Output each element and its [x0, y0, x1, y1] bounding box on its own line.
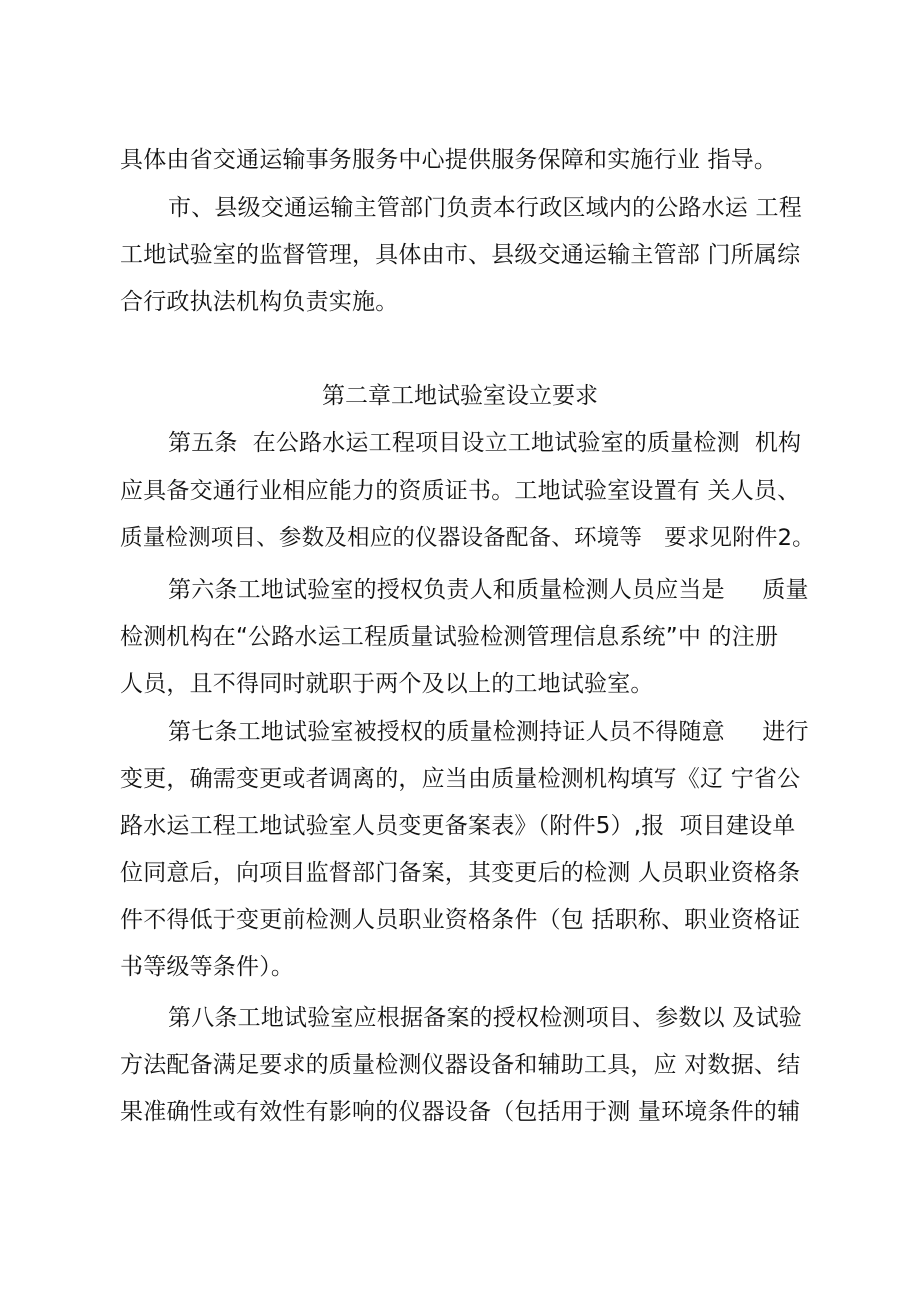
- article-7-line: 路水运工程工地试验室人员变更备案表》（附件5）,报 项目建设单: [120, 813, 796, 839]
- article-8-line: 第八条工地试验室应根据备案的授权检测项目、参数以 及试验: [168, 1005, 802, 1031]
- article-5-line: 第五条 在公路水运工程项目设立工地试验室的质量检测 机构: [168, 430, 802, 456]
- article-5-line: 质量检测项目、参数及相应的仪器设备配备、环境等 要求见附件2。: [120, 525, 815, 551]
- article-5-line: 应具备交通行业相应能力的资质证书。工地试验室设置有 关人员、: [120, 478, 801, 504]
- paragraph-line: 工地试验室的监督管理，具体由市、县级交通运输主管部 门所属综: [120, 242, 801, 268]
- article-6-line: 人员，且不得同时就职于两个及以上的工地试验室。: [120, 671, 654, 697]
- article-7-line: 书等级等条件）。: [120, 954, 295, 980]
- article-8-line: 方法配备满足要求的质量检测仪器设备和辅助工具，应 对数据、结: [120, 1052, 801, 1078]
- paragraph-line: 具体由省交通运输事务服务中心提供服务保障和实施行业 指导。: [120, 147, 778, 173]
- paragraph-line: 合行政执法机构负责实施。: [120, 289, 399, 315]
- article-6-line: 检测机构在“公路水运工程质量试验检测管理信息系统”中 的注册: [120, 624, 779, 650]
- article-7-line: 第七条工地试验室被授权的质量检测持证人员不得随意 进行: [168, 719, 809, 745]
- article-6-line: 第六条工地试验室的授权负责人和质量检测人员应当是 质量: [168, 577, 809, 603]
- article-8-line: 果准确性或有效性有影响的仪器设备（包括用于测 量环境条件的辅: [120, 1099, 801, 1125]
- article-7-line: 变更，确需变更或者调离的，应当由质量检测机构填写《辽 宁省公: [120, 766, 801, 792]
- article-7-line: 件不得低于变更前检测人员职业资格条件（包 括职称、职业资格证: [120, 907, 801, 933]
- paragraph-line: 市、县级交通运输主管部门负责本行政区域内的公路水运 工程: [168, 195, 802, 221]
- chapter-heading: 第二章工地试验室设立要求: [322, 383, 598, 409]
- article-7-line: 位同意后，向项目监督部门备案，其变更后的检测 人员职业资格条: [120, 860, 801, 886]
